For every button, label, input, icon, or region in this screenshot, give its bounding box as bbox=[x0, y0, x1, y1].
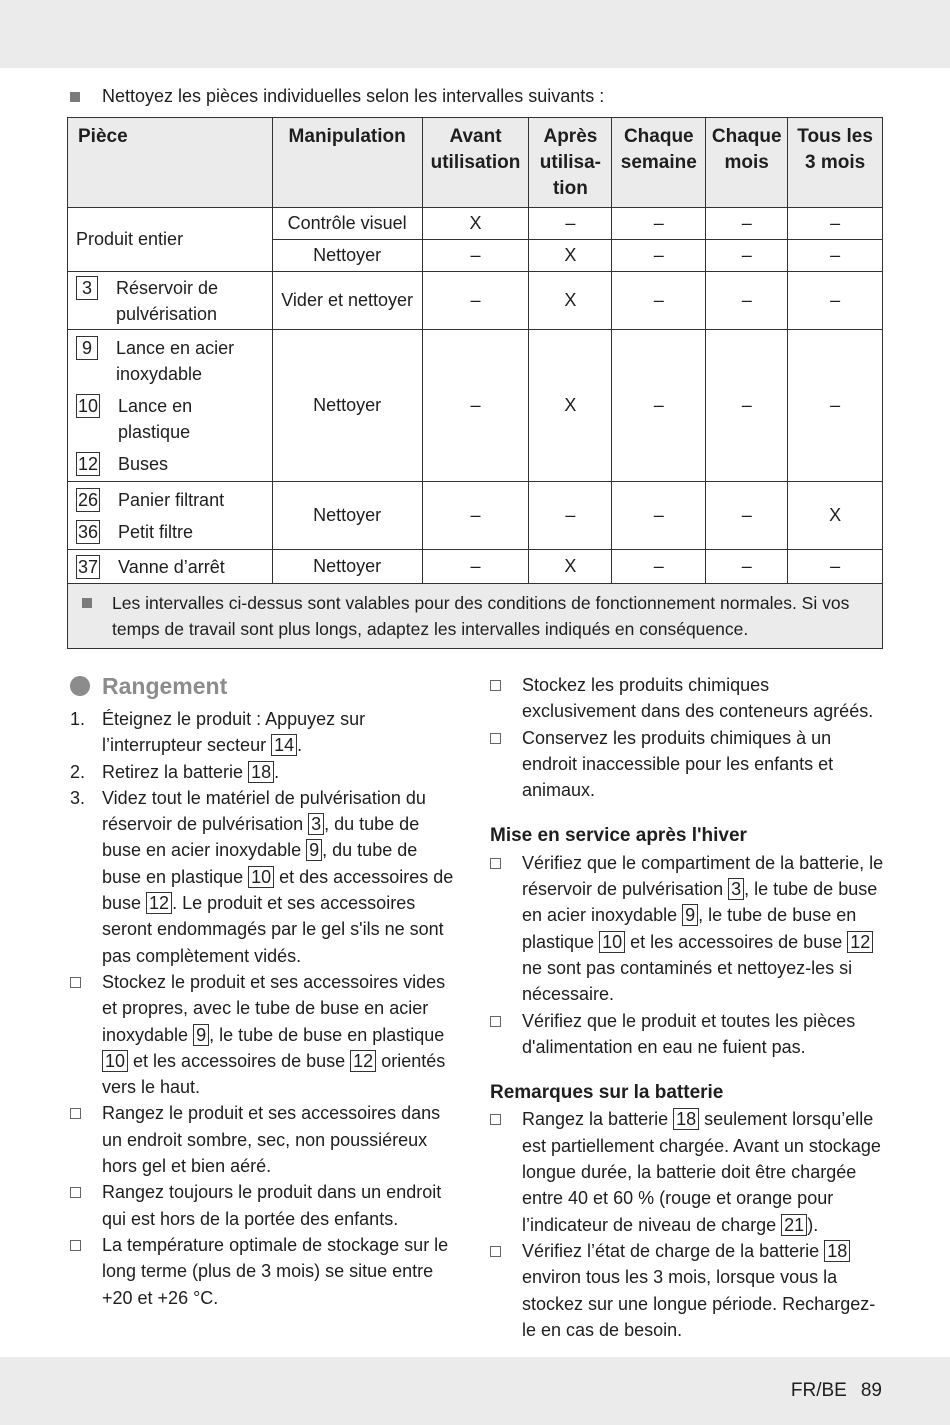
cell-mois: – bbox=[706, 482, 788, 550]
note-text: Les intervalles ci-dessus sont valables pour des conditions de fonctionnement normales. Si vos temps de travail sont plus longs, adaptez les intervalles indiqués en conséquence. bbox=[112, 593, 850, 639]
cell-avant: – bbox=[422, 482, 529, 550]
cell-mois: – bbox=[706, 208, 788, 240]
part-number-box: 37 bbox=[78, 556, 99, 577]
cell-avant: – bbox=[422, 550, 529, 584]
cell-manipulation: Nettoyer bbox=[272, 240, 422, 272]
table-row bbox=[68, 330, 883, 482]
left-column bbox=[70, 670, 455, 1311]
checkbox-bullet-icon bbox=[490, 1016, 501, 1027]
cell-manipulation: Nettoyer bbox=[272, 550, 422, 584]
list-item: Rangez le produit et ses accessoires dans un endroit sombre, sec, non poussiéreux hors gel et bien aéré. bbox=[70, 1100, 455, 1179]
intro-text: Nettoyez les pièces individuelles selon les intervalles suivants : bbox=[102, 86, 605, 106]
header-tous: Tous les 3 mois bbox=[788, 118, 883, 208]
header-mois: Chaque mois bbox=[706, 118, 788, 208]
cell-semaine: – bbox=[612, 550, 706, 584]
part-number-box: 12 bbox=[350, 1050, 376, 1072]
piece-reservoir: 3 Réservoir de pulvérisation bbox=[68, 272, 273, 330]
part-number-box: 3 bbox=[308, 813, 324, 835]
piece-lances-buses: 9 Lance en acier inoxydable 10 Lance en plastique 12 Buses bbox=[68, 330, 273, 482]
cell-tous: X bbox=[788, 482, 883, 550]
list-item: Rangez la batterie 18 seulement lorsqu’elle est partiellement chargée. Avant un stockage longue durée, la batterie doit être chargée entre 40 et 60 % (rouge et orange pour l’indicateur de niveau de charge 21 ). bbox=[490, 1106, 885, 1237]
checkbox-bullet-icon bbox=[490, 1246, 501, 1257]
part-number-box: 10 bbox=[78, 395, 99, 416]
cell-semaine: – bbox=[612, 208, 706, 240]
part-number-box: 9 bbox=[76, 336, 98, 360]
part-number-box: 9 bbox=[306, 839, 322, 861]
cell-avant: X bbox=[422, 208, 529, 240]
header-avant: Avant utilisation bbox=[422, 118, 529, 208]
piece-filtres: 26 Panier filtrant 36 Petit filtre bbox=[68, 482, 273, 550]
cell-tous: – bbox=[788, 208, 883, 240]
table-header-row bbox=[68, 118, 883, 208]
part-number-box: 3 bbox=[728, 878, 744, 900]
part-number-box: 10 bbox=[102, 1050, 128, 1072]
checkbox-bullet-icon bbox=[490, 1114, 501, 1125]
checkbox-bullet-icon bbox=[70, 1187, 81, 1198]
table-note bbox=[68, 584, 883, 649]
part-number-box: 18 bbox=[824, 1240, 850, 1262]
cell-avant: – bbox=[422, 330, 529, 482]
table-note-row bbox=[68, 584, 883, 649]
table-row bbox=[68, 550, 883, 584]
section-circle-icon bbox=[70, 676, 90, 696]
list-item: Vérifiez que le compartiment de la batterie, le réservoir de pulvérisation 3 , le tube de buse en acier inoxydable 9 , le tube de buse en plastique 10 et les accessoires de buse 12 ne sont pas contaminés et nettoyez-les si nécessaire. bbox=[490, 850, 885, 1008]
header-apres: Après utilisa- tion bbox=[529, 118, 612, 208]
cell-semaine: – bbox=[612, 330, 706, 482]
header-band bbox=[0, 0, 950, 68]
list-item: 2. Retirez la batterie 18 . bbox=[70, 761, 280, 782]
header-manipulation: Manipulation bbox=[272, 118, 422, 208]
section-heading-batterie: Remarques sur la batterie bbox=[490, 1082, 724, 1104]
footer-language: FR/BE bbox=[790, 1380, 847, 1401]
part-number-box: 12 bbox=[146, 892, 172, 914]
header-semaine: Chaque semaine bbox=[612, 118, 706, 208]
cell-mois: – bbox=[706, 550, 788, 584]
part-number-box: 12 bbox=[78, 453, 99, 474]
part-number-box: 9 bbox=[682, 904, 698, 926]
cell-tous: – bbox=[788, 240, 883, 272]
page-footer bbox=[791, 1380, 882, 1402]
checkbox-bullet-icon bbox=[70, 977, 81, 988]
part-number-box: 9 bbox=[193, 1024, 209, 1046]
list-item: 3. Videz tout le matériel de pulvérisation du réservoir de pulvérisation 3 , du tube de buse en acier inoxydable 9 , du tube de buse en plastique 10 et des accessoires de buse 12 . Le produit et ses accessoires seront endommagés par le gel s'ils ne sont pas complètement vidés. bbox=[70, 787, 454, 966]
piece-produit-entier: Produit entier bbox=[68, 208, 273, 272]
part-number-box: 14 bbox=[271, 734, 297, 756]
part-number-box: 10 bbox=[599, 931, 625, 953]
list-item: Vérifiez que le produit et toutes les pièces d'alimentation en eau ne fuient pas. bbox=[490, 1008, 885, 1061]
cell-apres: X bbox=[529, 550, 612, 584]
checkbox-bullet-icon bbox=[70, 1240, 81, 1251]
list-item: Rangez toujours le produit dans un endroit qui est hors de la portée des enfants. bbox=[70, 1179, 455, 1232]
cell-tous: – bbox=[788, 550, 883, 584]
section-heading-rangement: Rangement bbox=[70, 670, 455, 702]
section-heading-hiver: Mise en service après l'hiver bbox=[490, 825, 747, 847]
cell-mois: – bbox=[706, 240, 788, 272]
cell-manipulation: Vider et nettoyer bbox=[272, 272, 422, 330]
cell-tous: – bbox=[788, 272, 883, 330]
list-item: Stockez les produits chimiques exclusivement dans des conteneurs agréés. bbox=[490, 672, 885, 725]
part-number-box: 18 bbox=[248, 761, 274, 783]
cell-apres: X bbox=[529, 240, 612, 272]
cell-apres: X bbox=[529, 330, 612, 482]
list-item: Vérifiez l’état de charge de la batterie 18 environ tous les 3 mois, lorsque vous la stockez sur une longue période. Rechargez-le en cas de besoin. bbox=[490, 1238, 885, 1343]
cell-semaine: – bbox=[612, 482, 706, 550]
cell-mois: – bbox=[706, 330, 788, 482]
checkbox-bullet-icon bbox=[70, 1108, 81, 1119]
cell-semaine: – bbox=[612, 240, 706, 272]
part-number-box: 26 bbox=[78, 489, 99, 510]
part-number-box: 10 bbox=[248, 866, 274, 888]
intro-line bbox=[70, 86, 604, 107]
checkbox-bullet-icon bbox=[490, 680, 501, 691]
table-row bbox=[68, 482, 883, 550]
cell-apres: – bbox=[529, 208, 612, 240]
list-item: La température optimale de stockage sur le long terme (plus de 3 mois) se situe entre +20 et +26 °C. bbox=[70, 1232, 455, 1311]
cell-mois: – bbox=[706, 272, 788, 330]
checkbox-bullet-icon bbox=[490, 733, 501, 744]
part-number-box: 18 bbox=[673, 1108, 699, 1130]
piece-vanne: 37 Vanne d’arrêt bbox=[68, 550, 273, 584]
part-number-box: 12 bbox=[847, 931, 873, 953]
table-row bbox=[68, 272, 883, 330]
checkbox-bullet-icon bbox=[490, 858, 501, 869]
list-item: Conservez les produits chimiques à un endroit inaccessible pour les enfants et animaux. bbox=[490, 725, 885, 804]
cell-apres: X bbox=[529, 272, 612, 330]
square-bullet-icon bbox=[70, 92, 80, 102]
square-bullet-icon bbox=[82, 598, 92, 608]
cell-avant: – bbox=[422, 272, 529, 330]
cell-manipulation: Nettoyer bbox=[272, 330, 422, 482]
cell-manipulation: Contrôle visuel bbox=[272, 208, 422, 240]
part-number-box: 21 bbox=[781, 1214, 807, 1236]
list-item: Stockez le produit et ses accessoires vides et propres, avec le tube de buse en acier inoxydable 9 , le tube de buse en plastique 10 et les accessoires de buse 12 orientés vers le haut. bbox=[70, 969, 455, 1100]
part-number-box: 3 bbox=[76, 276, 98, 300]
cleaning-interval-table bbox=[67, 117, 883, 649]
cell-apres: – bbox=[529, 482, 612, 550]
cell-avant: – bbox=[422, 240, 529, 272]
header-piece: Pièce bbox=[68, 118, 273, 208]
cell-tous: – bbox=[788, 330, 883, 482]
part-number-box: 36 bbox=[78, 521, 99, 542]
right-column bbox=[490, 672, 885, 1343]
cell-semaine: – bbox=[612, 272, 706, 330]
table-row bbox=[68, 208, 883, 240]
page-number: 89 bbox=[860, 1380, 882, 1401]
cell-manipulation: Nettoyer bbox=[272, 482, 422, 550]
list-item: 1. Éteignez le produit : Appuyez sur l’interrupteur secteur 14 . bbox=[70, 709, 366, 756]
